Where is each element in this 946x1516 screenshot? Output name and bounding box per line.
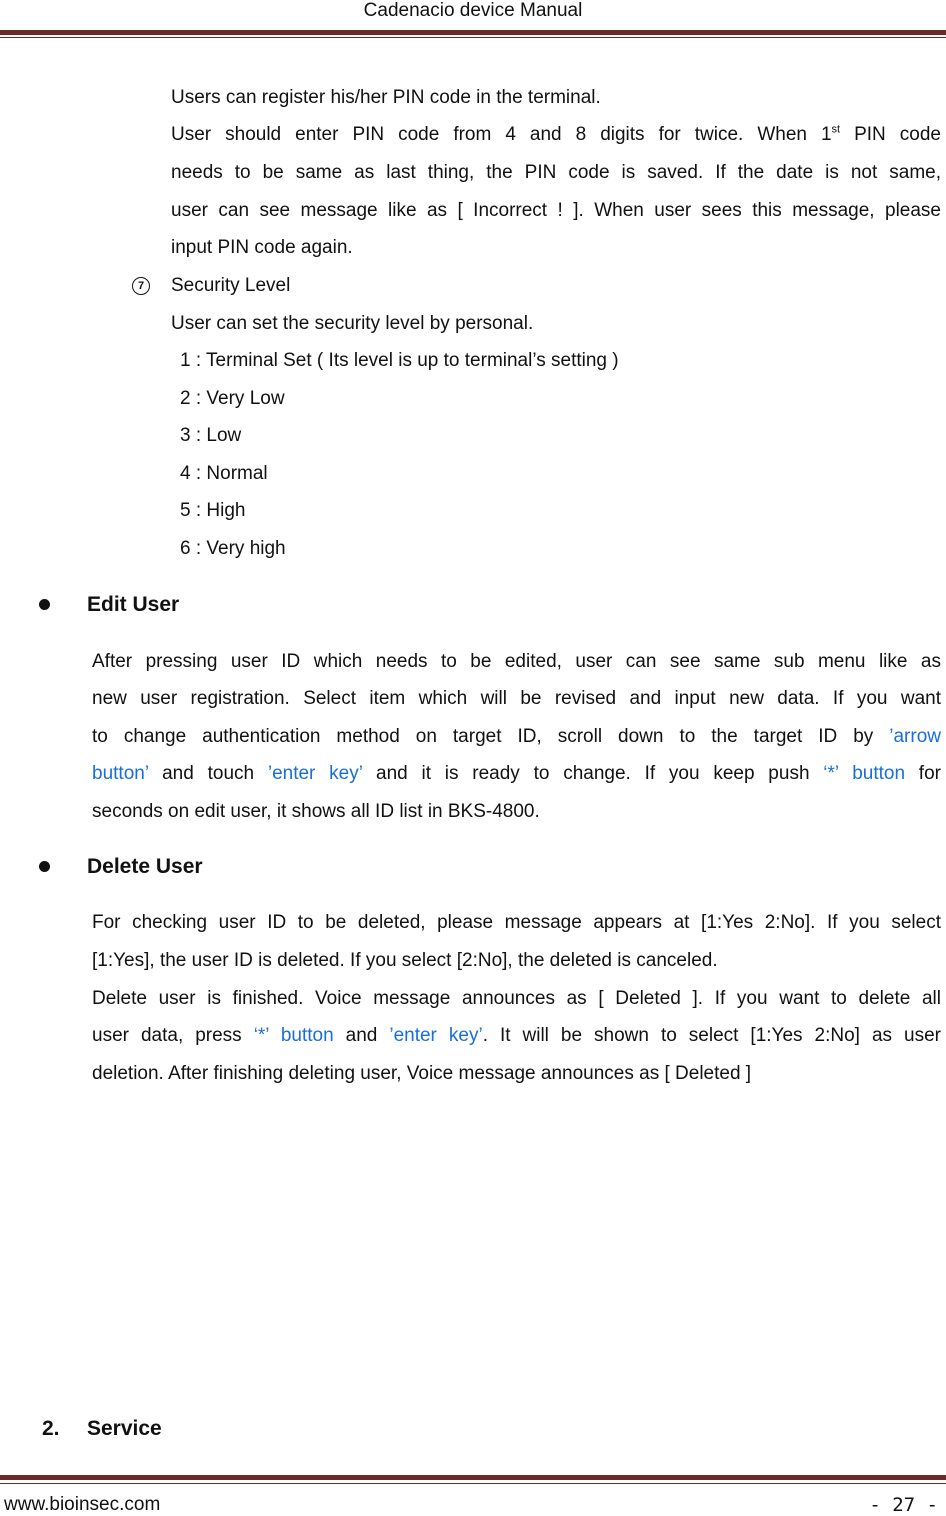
pin-paragraph-2-line-3: user can see message like as [ Incorrect ! ]. When user sees this message, please	[171, 200, 941, 221]
footer-rule-thin	[0, 1483, 946, 1484]
pin-paragraph-2-line-1: User should enter PIN code from 4 and 8 digits for twice. When 1st PIN code	[171, 123, 941, 145]
pin-paragraph-1: Users can register his/her PIN code in the terminal.	[171, 87, 601, 108]
security-level-description: User can set the security level by personal.	[171, 313, 534, 334]
delete-user-line-4: user data, press ‘*’ button and ’enter key’. It will be shown to select [1:Yes 2:No] as user	[92, 1025, 941, 1046]
service-section-number: 2.	[42, 1417, 60, 1440]
edit-user-line-2: new user registration. Select item which will be revised and input new data. If you want	[92, 688, 941, 709]
delete-user-line-2: [1:Yes], the user ID is deleted. If you select [2:No], the deleted is canceled.	[92, 950, 718, 971]
delete-user-heading: Delete User	[87, 855, 203, 878]
footer-rule-thick	[0, 1475, 946, 1480]
security-level-item: 5 : High	[180, 500, 246, 521]
edit-user-heading: Edit User	[87, 593, 180, 616]
footer-website: www.bioinsec.com	[4, 1494, 161, 1515]
edit-user-line-3: to change authentication method on target ID, scroll down to the target ID by ’arrow	[92, 726, 941, 747]
circled-number-icon: 7	[132, 277, 150, 295]
delete-user-line-3: Delete user is finished. Voice message announces as [ Deleted ]. If you want to delete all	[92, 988, 941, 1009]
header-rule-thin	[0, 37, 946, 38]
security-level-item: 1 : Terminal Set ( Its level is up to terminal’s setting )	[180, 350, 619, 371]
service-section-title: Service	[87, 1417, 162, 1440]
security-level-item: 2 : Very Low	[180, 388, 285, 409]
security-level-item: 6 : Very high	[180, 538, 286, 559]
delete-user-line-5: deletion. After finishing deleting user, Voice message announces as [ Deleted ]	[92, 1063, 752, 1084]
footer-page-number: - 27 -	[869, 1494, 938, 1516]
security-level-title: Security Level	[171, 275, 291, 296]
header-rule-thick	[0, 30, 946, 35]
edit-user-line-4: button’ and touch ’enter key’ and it is ready to change. If you keep push ‘*’ button for	[92, 763, 941, 784]
pin-paragraph-2-line-4: input PIN code again.	[171, 237, 353, 258]
bullet-dot-icon	[39, 861, 50, 872]
edit-user-line-1: After pressing user ID which needs to be edited, user can see same sub menu like as	[92, 651, 941, 672]
security-level-item: 3 : Low	[180, 425, 242, 446]
edit-user-line-5: seconds on edit user, it shows all ID list in BKS-4800.	[92, 801, 540, 822]
pin-paragraph-2-line-2: needs to be same as last thing, the PIN code is saved. If the date is not same,	[171, 162, 941, 183]
security-level-item: 4 : Normal	[180, 463, 268, 484]
bullet-dot-icon	[39, 599, 50, 610]
page-header-title: Cadenacio device Manual	[363, 0, 583, 21]
delete-user-line-1: For checking user ID to be deleted, please message appears at [1:Yes 2:No]. If you select	[92, 912, 941, 933]
